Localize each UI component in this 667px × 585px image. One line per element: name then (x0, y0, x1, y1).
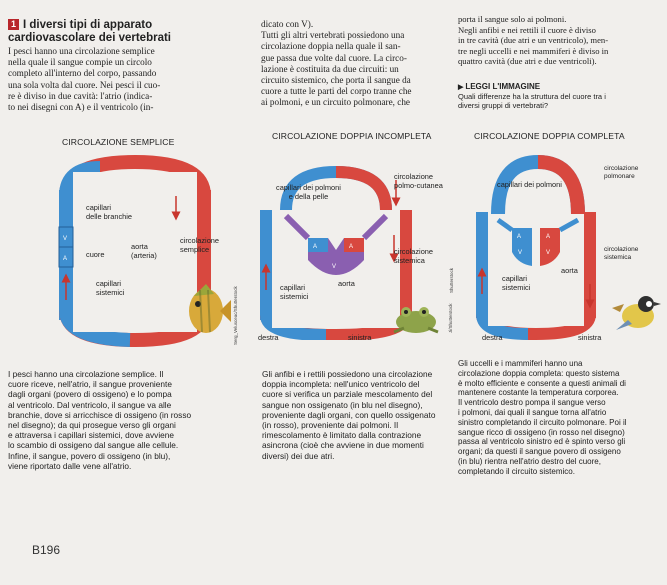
label-capillari-polmoni-pelle: capillari dei polmoni e della pelle (276, 183, 341, 201)
atrium-right (344, 238, 364, 252)
svg-text:A: A (313, 244, 318, 250)
label-cuore: cuore (86, 250, 105, 259)
triangle-icon: ▶ (458, 84, 466, 91)
label-destra-incompleta: destra (258, 333, 279, 342)
atrium-left (308, 238, 328, 252)
ventricle-letter: V (63, 236, 68, 242)
left-systemic-vessel (260, 210, 272, 320)
atrium-letter: A (63, 256, 68, 262)
label-circ-polmo-cutanea: circolazione polmo-cutanea (394, 172, 443, 190)
fish-image (184, 282, 232, 340)
label-capillari-polmoni-complete: capillari dei polmoni (497, 180, 562, 189)
label-capillari-sistemici-complete: capillari sistemici (502, 274, 531, 292)
svg-text:V: V (332, 264, 337, 270)
left-systemic-vessel-complete (476, 212, 488, 318)
svg-text:V: V (518, 250, 523, 256)
svg-text:A: A (349, 244, 354, 250)
body-text-col1: I pesci hanno una circolazione semplice nella quale il sangue compie un circolo completo all'interno del corpo, passando una sola volta dal cuore. Nei pesci il cuo- re è diviso in due cavità: l'atrio (indica- to nei disegni con A) e il ventricolo (in- (8, 46, 161, 113)
body-text-col2: dicato con V). Tutti gli altri vertebrati possiedono una circolazione doppia nella quale il san- gue passa due volte dal cuore. La circo- lazione è costituita da due circuiti: un circuito sistemico, che porta il sangue da cuore a tutte le parti del corpo tranne che ai polmoni, e un circuito polmonare, che (261, 19, 412, 108)
label-destra-complete: destra (482, 333, 503, 342)
leggi-label: ▶ LEGGI L'IMMAGINE (458, 82, 541, 91)
svg-text:A: A (546, 234, 551, 240)
caption-simple: I pesci hanno una circolazione semplice. Il cuore riceve, nell'atrio, il sangue proveniente dagli organi (povero di ossigeno) e lo pompa al ventricolo. Dal ventricolo, il sangue va alle branchie, dove si arricchisce di ossigeno (in rosso nel disegno); da qui prosegue verso gli organi e attraversa i capillari sistemici, dove avviene lo scambio di ossigeno dal sangue alle cellule. Infine, il sangue, povero di ossigeno (in blu), viene riportato dalle vene all'atrio. (8, 369, 192, 471)
credit-incomplete: Ji/Shutterstock (448, 303, 453, 333)
label-circolazione-semplice: circolazione semplice (180, 236, 220, 254)
diagram-title-simple: CIRCOLAZIONE SEMPLICE (62, 137, 175, 147)
label-capillari-sistemici-incompleta: capillari sistemici (280, 283, 309, 301)
label-sinistra-complete: sinistra (578, 333, 602, 342)
label-circ-sistemica-complete: circolazione sistemica (604, 246, 639, 261)
section-heading (8, 19, 253, 44)
credit-complete: Shutterstock (449, 267, 454, 293)
diagram-title-incomplete: CIRCOLAZIONE DOPPIA INCOMPLETA (272, 131, 432, 141)
leggi-question: Quali differenze ha la struttura del cuore tra i diversi gruppi di vertebrati? (458, 92, 606, 110)
label-capillari-branchie: capillari delle branchie (86, 203, 133, 221)
body-text-col3: porta il sangue solo ai polmoni. Negli anfibi e nei rettili il cuore è diviso in tre cavità (due atri e un ventricolo), men- tre negli uccelli e nei mammiferi è diviso in quattro cavità (due atri e due ventricoli). (458, 14, 609, 66)
bird-image (610, 290, 662, 336)
complete-circulation-diagram (458, 144, 608, 340)
label-aorta: aorta (arteria) (131, 242, 157, 260)
page-number: B196 (32, 543, 61, 557)
atrium-left-complete (512, 228, 532, 242)
section-number: 1 (8, 19, 19, 30)
label-circ-polmonare: circolazione polmonare (604, 165, 639, 180)
section-title: I diversi tipi di apparato cardiovascolare dei vertebrati (8, 19, 171, 44)
label-capillari-sistemici: capillari sistemici (96, 279, 125, 297)
label-aorta-incompleta: aorta (338, 279, 355, 288)
label-circ-sistemica-incompleta: circolazione sistemica (394, 247, 434, 265)
caption-incomplete: Gli anfibi e i rettili possiedono una circolazione doppia incompleta: nell'unico ventricolo del cuore si verifica un parziale mescolamento del sangue non ossigenato (in blu nel disegno), proveniente dagli organi, con quello ossigenato (in rosso), proveniente dai polmoni. Il rimescolamento è limitato dalla contrazione asincrona (cioè che avviene in due momenti diversi) dei due atri. (262, 369, 436, 461)
frog-image (390, 302, 442, 336)
label-aorta-complete: aorta (561, 266, 578, 275)
diagram-title-complete: CIRCOLAZIONE DOPPIA COMPLETA (474, 131, 625, 141)
svg-text:A: A (517, 234, 522, 240)
leggi-box (458, 82, 663, 110)
caption-complete: Gli uccelli e i mammiferi hanno una circolazione doppia completa: questo sistema è molto efficiente e consente a questi animali di mantenere costante la temperatura corporea. Il ventricolo destro pompa il sangue verso i polmoni, dai quali il sangue torna all'atrio sinistro completando il circuito polmonare. Poi il sangue ricco di ossigeno (in rosso nel disegno) passa al ventricolo sinistro ed è spinto verso gli organi; da questi il sangue povero di ossigeno (in blu) rientra nell'atrio destro del cuore, completando il circuito sistemico. (458, 359, 627, 476)
credit-simple: Serg_Velusceac/Shutterstock (233, 286, 238, 345)
label-sinistra-incompleta: sinistra (348, 333, 372, 342)
svg-text:V: V (546, 250, 551, 256)
